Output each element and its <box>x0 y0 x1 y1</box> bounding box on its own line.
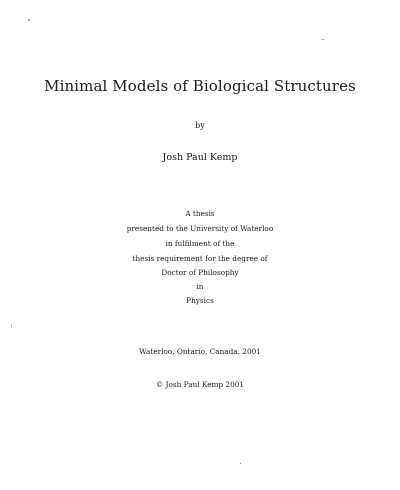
statement-line-2: presented to the University of Waterloo <box>126 224 274 233</box>
statement-line-5: Doctor of Philosophy <box>161 268 239 277</box>
scan-speck <box>240 463 241 464</box>
scan-speck <box>322 39 324 40</box>
scan-speck <box>28 19 30 21</box>
statement-line-4: thesis requirement for the degree of <box>132 254 268 263</box>
author-name: Josh Paul Kemp <box>162 152 238 163</box>
statement-line-3: in fulfilment of the <box>165 239 235 248</box>
statement-line-7: Physics <box>186 296 214 305</box>
thesis-title: Minimal Models of Biological Structures <box>44 77 356 95</box>
statement-line-1: A thesis <box>185 209 215 218</box>
by-line: by <box>195 121 205 130</box>
place-and-date: Waterloo, Ontario, Canada, 2001 <box>139 347 261 356</box>
copyright-notice: © Josh Paul Kemp 2001 <box>155 380 245 389</box>
scan-speck <box>11 325 12 327</box>
statement-line-6: in <box>196 282 204 291</box>
